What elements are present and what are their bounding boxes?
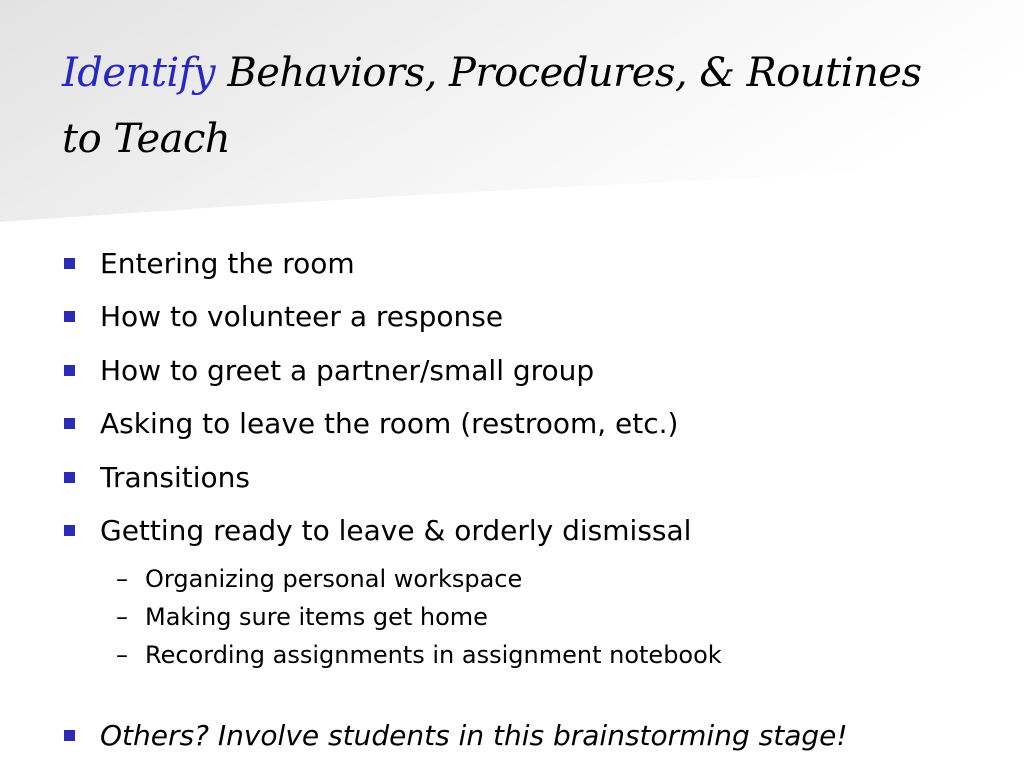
sub-bullet-text: Making sure items get home <box>145 603 488 631</box>
bullet-text: Entering the room <box>100 246 355 280</box>
dash-marker: – <box>116 641 128 669</box>
bullet-item <box>64 457 250 497</box>
square-bullet-icon <box>64 418 75 429</box>
sub-bullet-item <box>116 639 722 671</box>
bullet-item <box>64 350 594 390</box>
square-bullet-icon <box>64 365 75 376</box>
sub-bullet-item <box>116 601 488 633</box>
dash-marker: – <box>116 603 128 631</box>
title-accent-word: Identify <box>62 50 216 96</box>
dash-marker: – <box>116 565 128 593</box>
bullet-item <box>64 510 691 550</box>
sub-bullet-text: Recording assignments in assignment notebook <box>145 641 722 669</box>
bullet-item <box>64 296 503 336</box>
bullet-text: How to volunteer a response <box>100 299 504 333</box>
sub-bullet-text: Organizing personal workspace <box>145 565 523 593</box>
title-rest: Behaviors, Procedures, & Routines to Teach <box>62 50 922 162</box>
sub-bullet-item <box>116 563 522 595</box>
square-bullet-icon <box>64 730 75 741</box>
bullet-item <box>64 243 355 283</box>
bullet-item-final <box>64 715 848 755</box>
square-bullet-icon <box>64 472 75 483</box>
bullet-text-others: Others? Involve students in this brainstorming stage! <box>100 718 848 752</box>
bullet-text: Asking to leave the room (restroom, etc.) <box>100 406 679 440</box>
square-bullet-icon <box>64 311 75 322</box>
square-bullet-icon <box>64 525 75 536</box>
bullet-text: How to greet a partner/small group <box>100 353 595 387</box>
bullet-text: Getting ready to leave & orderly dismissal <box>100 513 692 547</box>
square-bullet-icon <box>64 258 75 269</box>
bullet-item <box>64 403 678 443</box>
bullet-text: Transitions <box>100 460 250 494</box>
